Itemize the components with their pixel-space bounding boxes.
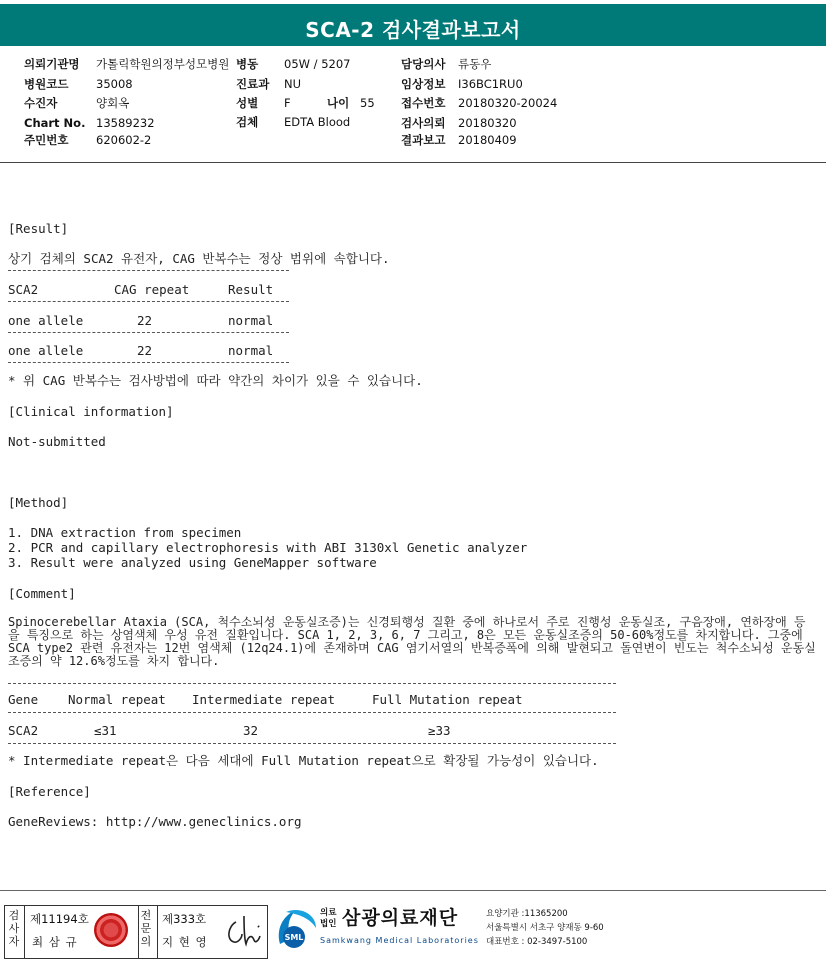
org-info-line2: 서울특별시 서초구 양재동 9-60 xyxy=(486,923,604,933)
header-field-department xyxy=(236,77,301,91)
header-field-hospital-code xyxy=(24,77,133,91)
header-field-doctor xyxy=(401,57,491,71)
header-value: 양회옥 xyxy=(96,96,130,110)
header-value: NU xyxy=(284,77,302,91)
header-label: 담당의사 xyxy=(401,57,446,71)
header-label: 병원코드 xyxy=(24,77,69,91)
examiner-label: 검 사 자 xyxy=(8,909,20,948)
cell-divider xyxy=(157,906,158,958)
header-label: 의뢰기관명 xyxy=(24,57,80,71)
header-field-request-date xyxy=(401,116,517,130)
signature-icon xyxy=(222,912,264,950)
header-label: 수진자 xyxy=(24,96,58,110)
result-row-2-result: normal xyxy=(228,343,274,358)
method-item-1: 1. DNA extraction from specimen xyxy=(8,525,242,540)
header-label: 주민번호 xyxy=(24,133,69,147)
comment-row-full: ≥33 xyxy=(428,723,451,738)
logo-text: SML xyxy=(284,933,304,942)
header-value: 류동우 xyxy=(458,57,492,71)
header-value: 620602-2 xyxy=(96,133,152,147)
result-row-1-repeat: 22 xyxy=(137,313,153,328)
comment-table-header-full: Full Mutation repeat xyxy=(372,692,523,707)
org-name: 삼광의료재단 xyxy=(342,907,459,929)
result-sentence: 상기 검체의 SCA2 유전자, CAG 반복수는 정상 범위에 속합니다. xyxy=(8,251,390,266)
org-prefix-1: 의료 xyxy=(320,908,337,918)
table-divider xyxy=(8,270,289,271)
official-seal-icon xyxy=(94,913,128,947)
result-heading: [Result] xyxy=(8,221,69,236)
header-field-institution xyxy=(24,57,229,71)
header-value: 20180320 xyxy=(458,116,517,130)
specialist-name: 지 현 영 xyxy=(162,935,208,949)
result-row-2-repeat: 22 xyxy=(137,343,153,358)
specialist-label: 전 문 의 xyxy=(140,909,152,948)
result-table-header-gene: SCA2 xyxy=(8,282,39,297)
comment-text: Spinocerebellar Ataxia (SCA, 척수소뇌성 운동실조증)는 신경퇴행성 질환 중에 하나로서 주로 진행성 운동실조, 구음장애, 연하장애 등을 특징으로 하는 상염색체 우성 유전 질환입니다. SCA 1, 2, 3, 6, 7 그리고, 8은 모든 운동실조증의 50-60%정도를 차지합니다. 그중에 SCA type2 관련 유전자는 12번 염색체 (12q24.1)에 존재하며 CAG 염기서열의 반복증폭에 의해 발현되고 돌연변이 빈도는 척수소뇌성 운동실조증의 약 12.6%정도를 차지 합니다. xyxy=(8,616,816,668)
header-value: 20180320-20024 xyxy=(458,96,558,110)
header-value: EDTA Blood xyxy=(284,115,351,129)
examiner-name: 최 삼 규 xyxy=(32,935,78,949)
header-label: 결과보고 xyxy=(401,133,446,147)
header-field-resident-no xyxy=(24,133,151,147)
footer-divider xyxy=(0,890,826,891)
org-english-name: Samkwang Medical Laboratories xyxy=(320,936,479,945)
clinical-heading: [Clinical information] xyxy=(8,404,174,419)
header-label: Chart No. xyxy=(24,116,86,130)
header-label: 검사의뢰 xyxy=(401,116,446,130)
header-label: 검체 xyxy=(236,115,259,129)
table-divider xyxy=(8,743,616,744)
header-label: 임상정보 xyxy=(401,77,446,91)
result-row-1-result: normal xyxy=(228,313,274,328)
org-info-line1: 요양기관 :11365200 xyxy=(486,909,568,919)
header-value: 35008 xyxy=(96,77,133,91)
reference-link[interactable]: GeneReviews: http://www.geneclinics.org xyxy=(8,814,302,829)
header-value: 05W / 5207 xyxy=(284,57,351,71)
specialist-license: 제333호 xyxy=(162,912,207,926)
header-label: 성별 xyxy=(236,96,259,110)
examiner-license: 제11194호 xyxy=(30,912,89,926)
table-divider xyxy=(8,301,289,302)
header-value: I36BC1RU0 xyxy=(458,77,523,91)
header-label: 진료과 xyxy=(236,77,270,91)
header-field-ward xyxy=(236,57,350,71)
result-row-1-allele: one allele xyxy=(8,313,84,328)
header-field-report-date xyxy=(401,133,517,147)
comment-row-intermediate: 32 xyxy=(243,723,259,738)
comment-table-header-intermediate: Intermediate repeat xyxy=(192,692,335,707)
cell-divider xyxy=(24,906,25,958)
method-item-3: 3. Result were analyzed using GeneMapper software xyxy=(8,555,377,570)
method-heading: [Method] xyxy=(8,495,69,510)
header-label: 나이 xyxy=(327,96,350,110)
table-divider xyxy=(8,712,616,713)
table-divider xyxy=(8,332,289,333)
header-field-patient xyxy=(24,96,129,110)
comment-row-normal: ≤31 xyxy=(94,723,117,738)
header-value: 20180409 xyxy=(458,133,517,147)
table-divider xyxy=(8,683,616,684)
header-value: 55 xyxy=(360,96,375,110)
header-field-sex xyxy=(236,96,291,110)
org-prefix-2: 법인 xyxy=(320,919,337,929)
header-field-accession-no xyxy=(401,96,557,110)
header-label: 접수번호 xyxy=(401,96,446,110)
header-label: 병동 xyxy=(236,57,259,71)
header-value: 가톨릭학원의정부성모병원 xyxy=(96,57,230,71)
comment-heading: [Comment] xyxy=(8,586,76,601)
reference-heading: [Reference] xyxy=(8,784,91,799)
comment-row-gene: SCA2 xyxy=(8,723,39,738)
header-field-clinical-info xyxy=(401,77,523,91)
org-info-line3: 대표번호 : 02-3497-5100 xyxy=(486,937,588,947)
result-table-header-result: Result xyxy=(228,282,274,297)
clinical-text: Not-submitted xyxy=(8,434,106,449)
report-title: SCA-2 검사결과보고서 xyxy=(305,18,521,42)
report-title-bar xyxy=(0,0,826,46)
sml-logo-icon xyxy=(272,904,320,950)
method-item-2: 2. PCR and capillary electrophoresis with ABI 3130xl Genetic analyzer xyxy=(8,540,528,555)
header-field-age xyxy=(327,96,375,110)
header-value: 13589232 xyxy=(96,116,155,130)
table-divider xyxy=(8,362,289,363)
header-divider xyxy=(0,162,826,163)
comment-note: * Intermediate repeat은 다음 세대에 Full Mutation repeat으로 확장될 가능성이 있습니다. xyxy=(8,753,599,768)
comment-table-header-gene: Gene xyxy=(8,692,39,707)
result-note: * 위 CAG 반복수는 검사방법에 따라 약간의 차이가 있을 수 있습니다. xyxy=(8,373,423,388)
result-row-2-allele: one allele xyxy=(8,343,84,358)
comment-table-header-normal: Normal repeat xyxy=(68,692,166,707)
header-value: F xyxy=(284,96,291,110)
header-field-specimen xyxy=(236,115,350,129)
result-table-header-cag: CAG repeat xyxy=(114,282,190,297)
header-field-chart-no xyxy=(24,116,155,130)
